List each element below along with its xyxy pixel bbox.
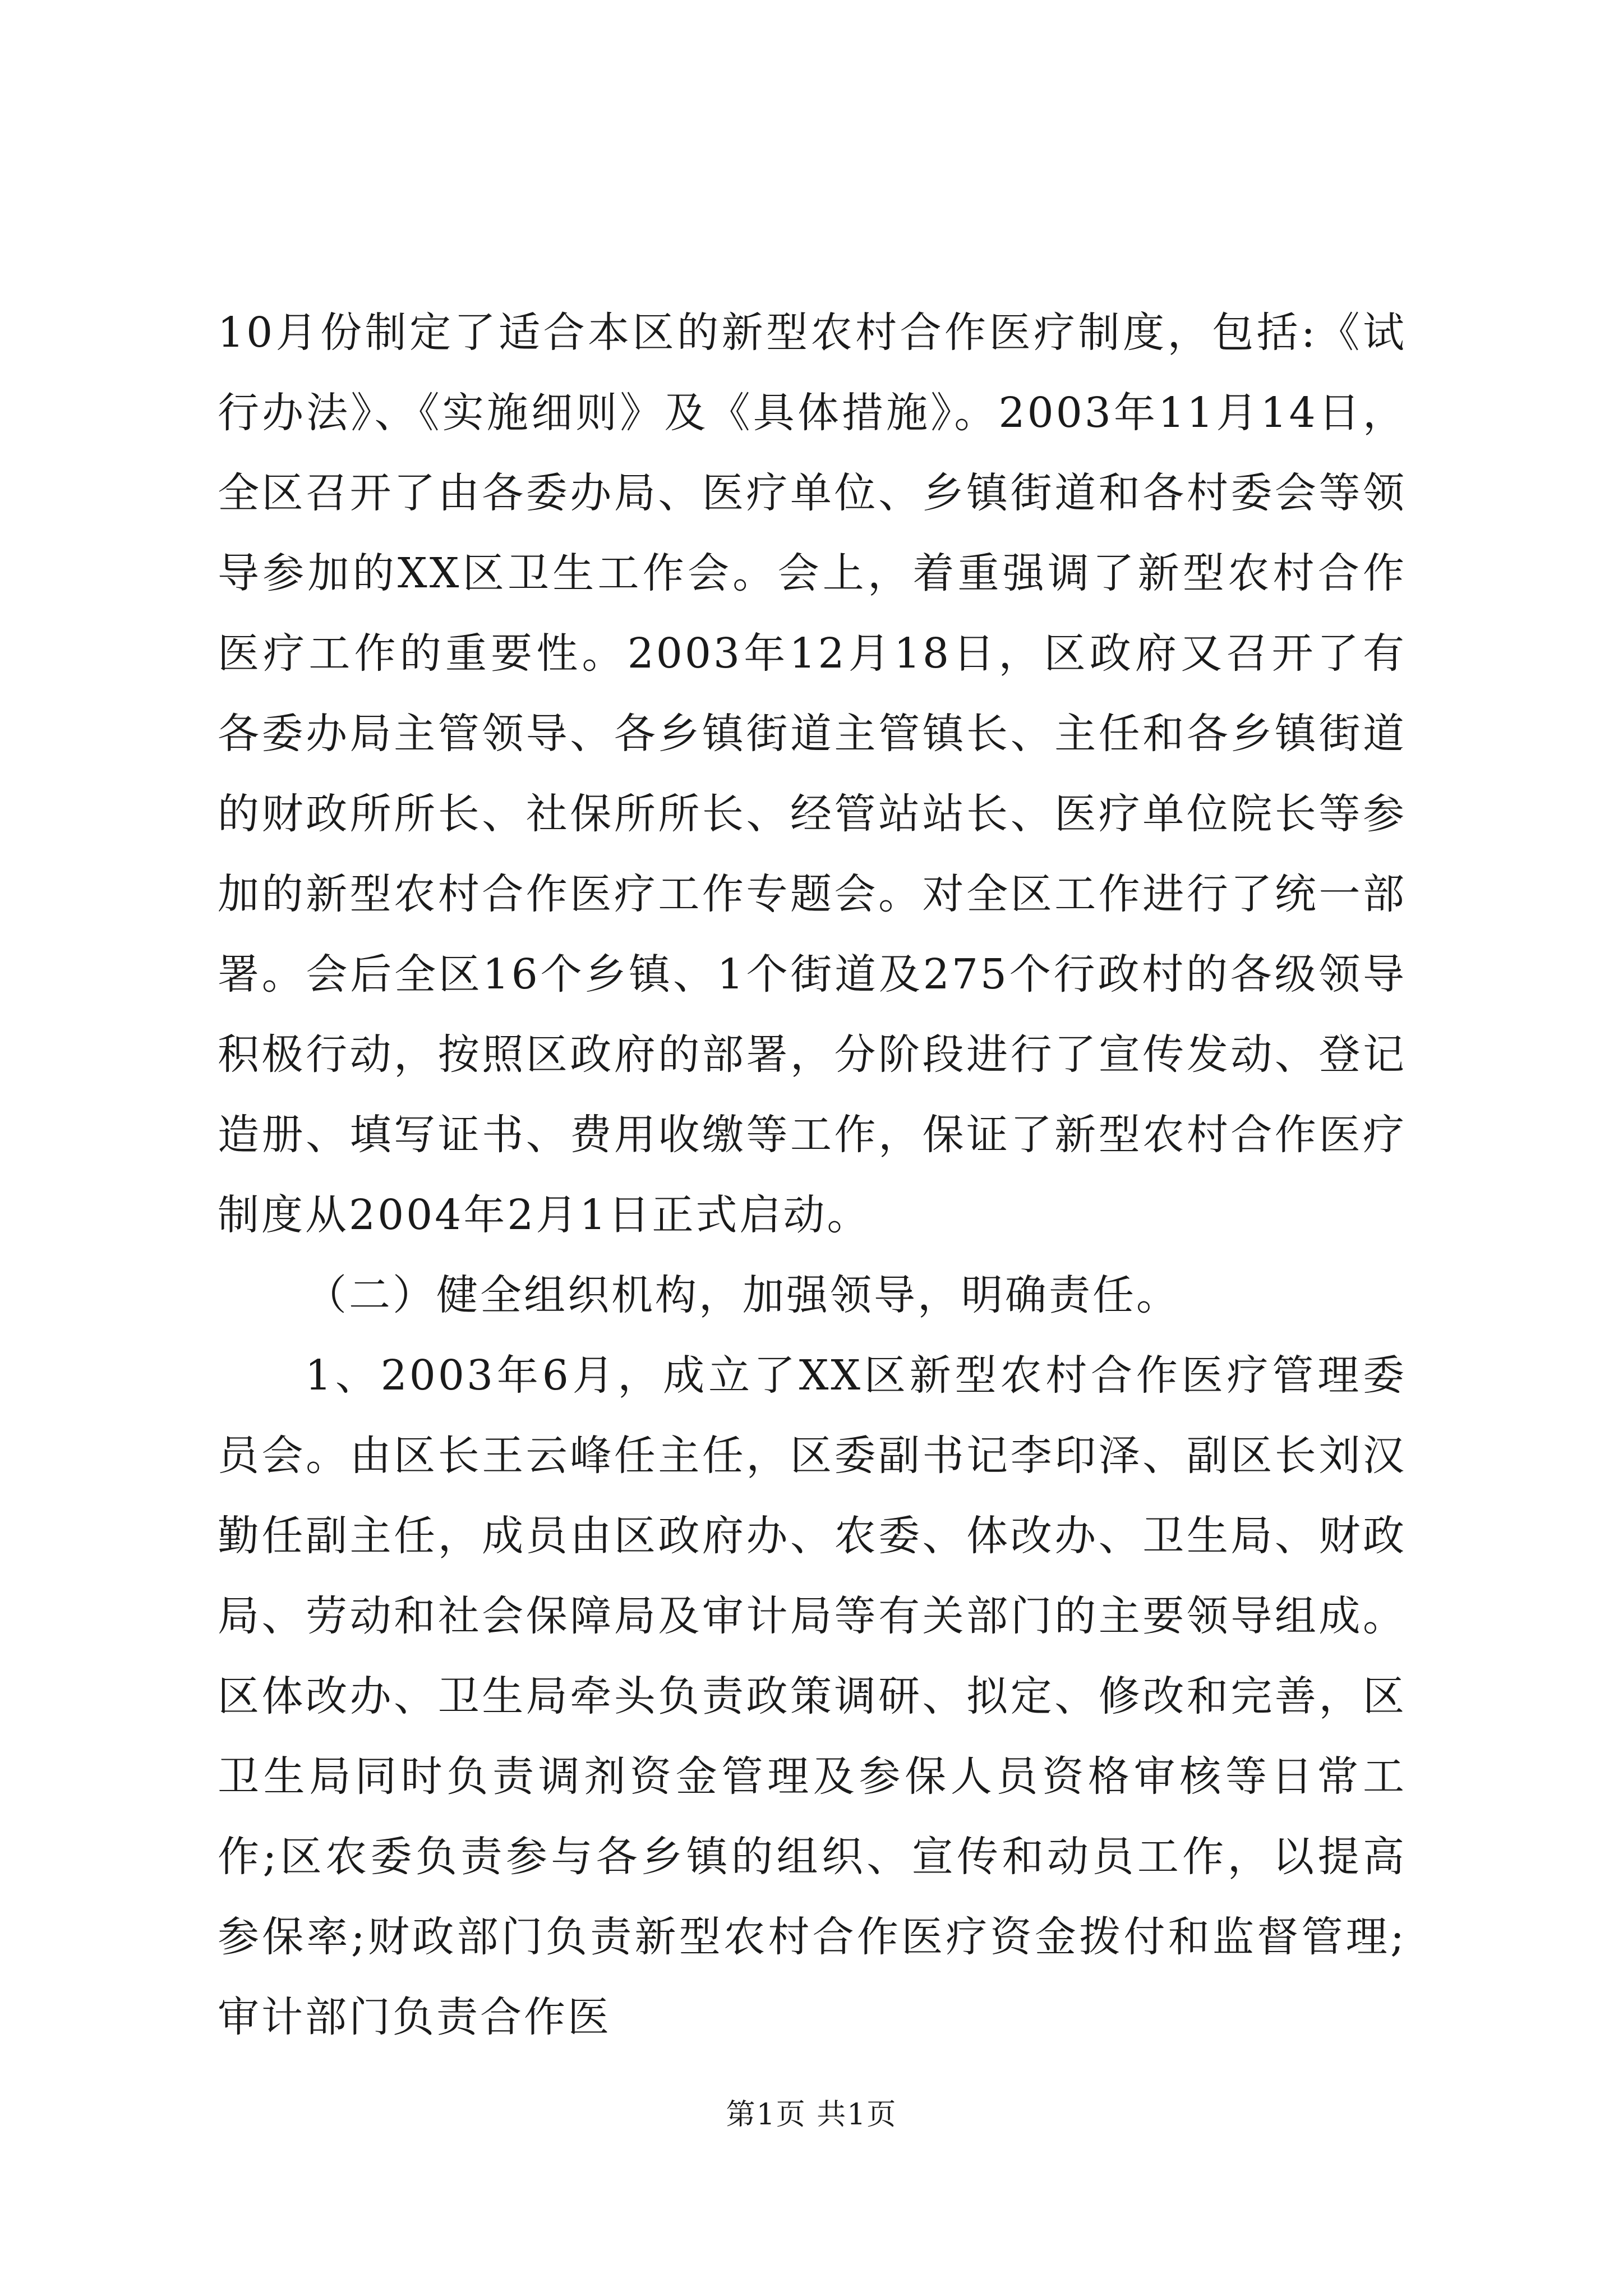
- section-heading-2: （二）健全组织机构，加强领导，明确责任。: [305, 1271, 1180, 1319]
- document-body: [218, 293, 1407, 2058]
- paragraph-1: 10月份制定了适合本区的新型农村合作医疗制度，包括:《试行办法》、《实施细则》及《具体措施》。2003年11月14日，全区召开了由各委办局、医疗单位、乡镇街道和各村委会等领导参加的XX区卫生工作会。会上，着重强调了新型农村合作医疗工作的重要性。2003年12月18日，区政府又召开了有各委办局主管领导、各乡镇街道主管镇长、主任和各乡镇街道的财政所所长、社保所所长、经管站站长、医疗单位院长等参加的新型农村合作医疗工作专题会。对全区工作进行了统一部署。会后全区16个乡镇、1个街道及275个行政村的各级领导积极行动，按照区政府的部署，分阶段进行了宣传发动、登记造册、填写证书、费用收缴等工作，保证了新型农村合作医疗制度从2004年2月1日正式启动。: [218, 309, 1407, 1239]
- page-number-footer: 第1页 共1页: [726, 2098, 897, 2132]
- paragraph-3: 1、2003年6月，成立了XX区新型农村合作医疗管理委员会。由区长王云峰任主任，区委副书记李印泽、副区长刘汉勤任副主任，成员由区政府办、农委、体改办、卫生局、财政局、劳动和社会保障局及审计局等有关部门的主要领导组成。区体改办、卫生局牵头负责政策调研、拟定、修改和完善，区卫生局同时负责调剂资金管理及参保人员资格审核等日常工作;区农委负责参与各乡镇的组织、宣传和动员工作，以提高参保率;财政部门负责新型农村合作医疗资金拨付和监督管理;审计部门负责合作医: [218, 1351, 1407, 2041]
